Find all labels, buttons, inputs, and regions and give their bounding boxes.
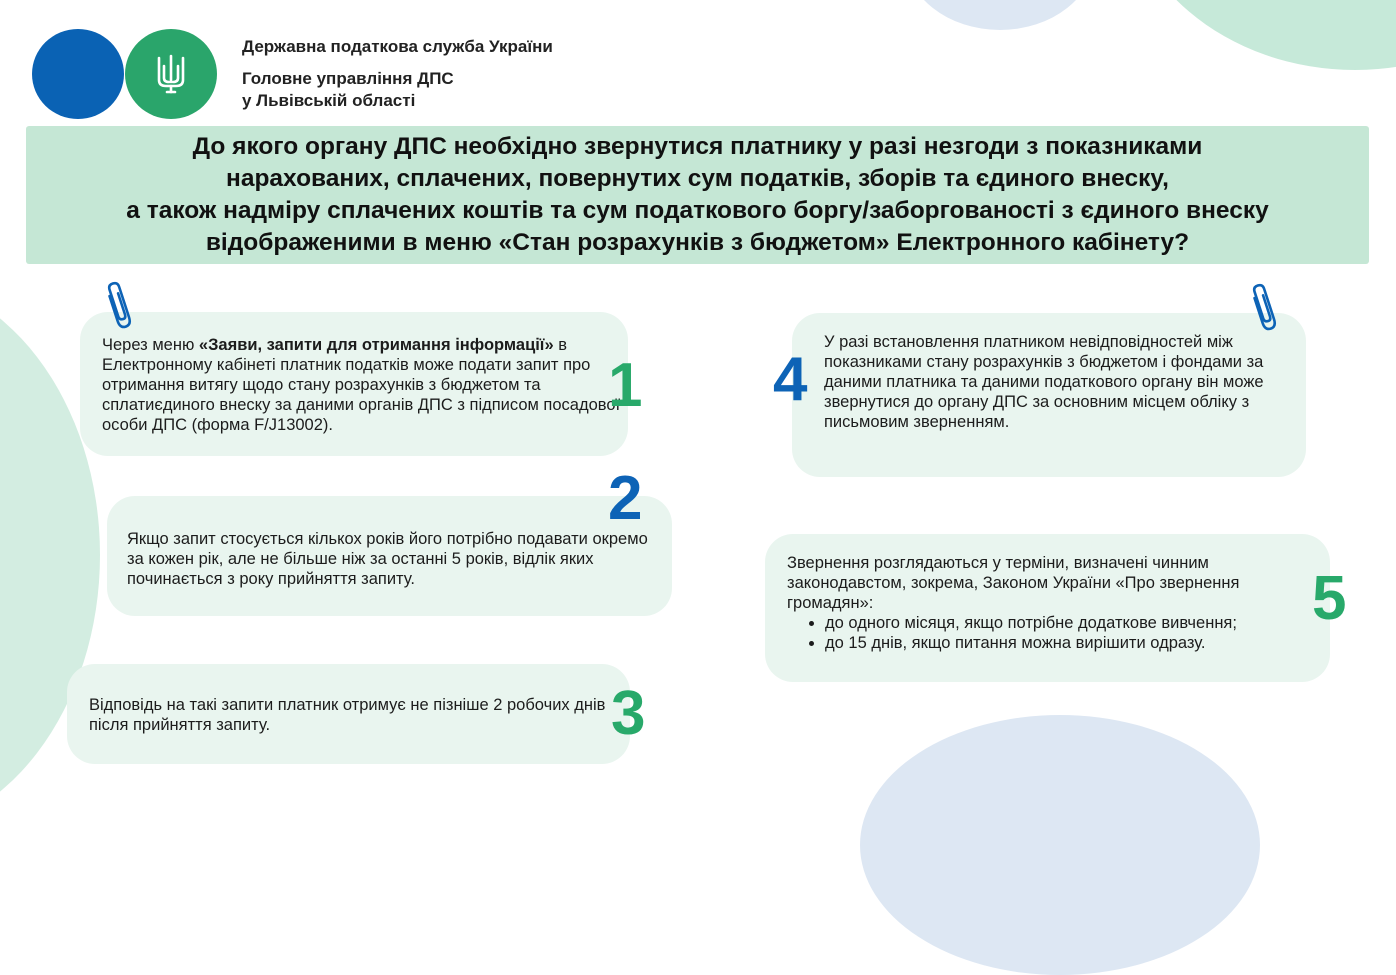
step-card-3 xyxy=(67,664,630,764)
step-card-1 xyxy=(80,312,628,456)
step-5-content xyxy=(787,553,1327,653)
step-number-3: 3 xyxy=(611,679,646,748)
question-line: а також надміру сплачених коштів та сум податкового боргу/заборгованості з єдиного внеску xyxy=(126,197,1269,224)
step-number-1: 1 xyxy=(608,351,643,420)
decorative-circle-bottom-right xyxy=(860,715,1260,975)
step-1-text xyxy=(102,335,622,435)
decorative-circle-top xyxy=(905,0,1095,30)
step-number-4: 4 xyxy=(773,345,808,414)
step-number-5: 5 xyxy=(1312,564,1347,633)
step-number-2: 2 xyxy=(608,464,643,533)
step-1-text-end: в Електронному кабінеті платник податків може подати запит про отримання витягу щодо стану розрахунків з бюджетом та сплатиєдиного внеску за даними органів ДПС з підписом посадової особи ДПС (форма F/J13002). xyxy=(102,336,621,434)
logo-green-circle xyxy=(125,29,217,119)
list-item: • до 15 днів, якщо питання можна вирішити одразу. xyxy=(825,633,1327,653)
step-3-text: Відповідь на такі запити платник отримує не пізніше 2 робочих днів після прийняття запиту. xyxy=(89,696,606,734)
question-line: нарахованих, сплачених, повернутих сум податків, зборів та єдиного внеску, xyxy=(226,165,1169,192)
list-item: • до одного місяця, якщо потрібне додаткове вивчення; xyxy=(825,613,1327,633)
step-5-bullet-list xyxy=(787,613,1327,653)
logo-blue-circle xyxy=(32,29,124,119)
step-card-5 xyxy=(765,534,1330,682)
step-5-text: Звернення розглядаються у терміни, визначені чинним законодавстом, зокрема, Законом України «Про звернення громадян»: xyxy=(787,554,1240,612)
step-4-text: У разі встановлення платником невідповідностей між показниками стану розрахунків з бюджетом і фондами за даними платника та даними податкового органу він може звернутися до органу ДПС за основним місцем обліку з письмовим зверненням. xyxy=(824,333,1264,431)
department-line-2: у Львівській області xyxy=(242,91,416,110)
org-name: Державна податкова служба України xyxy=(242,37,553,56)
trident-emblem-icon xyxy=(154,52,188,96)
question-line: відображеними в меню «Стан розрахунків з бюджетом» Електронного кабінету? xyxy=(205,229,1190,256)
question-line: До якого органу ДПС необхідно звернутися платнику у разі незгоди з показниками xyxy=(192,133,1203,160)
step-1-text-start: Через меню xyxy=(102,336,199,354)
decorative-circle-top-right xyxy=(1120,0,1396,70)
step-card-4 xyxy=(792,313,1306,477)
step-2-text: Якщо запит стосується кількох років його потрібно подавати окремо за кожен рік, але не більше ніж за останні 5 років, відлік яких починається з року прийняття запиту. xyxy=(127,530,648,588)
step-1-menu-name: «Заяви, запити для отримання інформації» xyxy=(198,336,554,354)
department-line-1: Головне управління ДПС xyxy=(242,69,454,88)
question-banner xyxy=(26,126,1369,264)
step-card-2 xyxy=(107,496,672,616)
